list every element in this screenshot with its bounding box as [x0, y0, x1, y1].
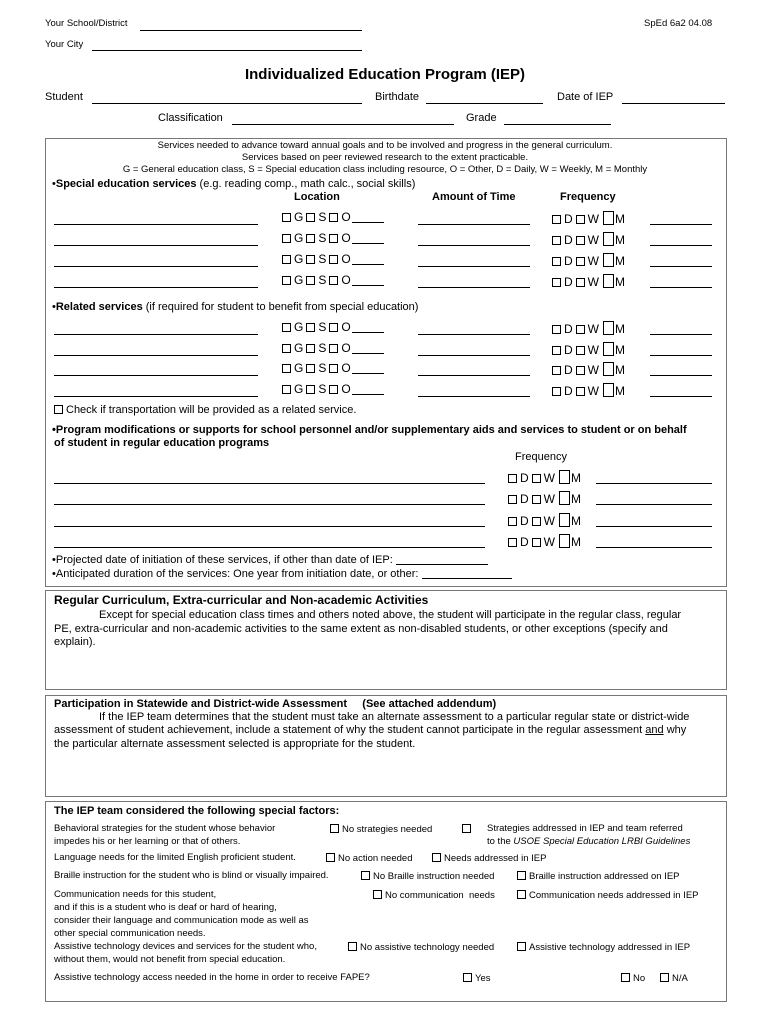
checkbox[interactable] — [348, 942, 357, 951]
option-label: M — [615, 233, 625, 247]
language-label: Language needs for the limited English proficient student. — [54, 852, 296, 863]
option-label: W — [587, 275, 599, 289]
option-label: Needs addressed in IEP — [444, 853, 547, 864]
special-amount-field[interactable] — [418, 287, 530, 288]
behavior-line-1: Behavioral strategies for the student whose behavior — [54, 823, 276, 834]
location-other-field[interactable] — [352, 222, 384, 223]
option-label: D — [564, 212, 573, 226]
date-of-iep-field[interactable] — [622, 103, 725, 104]
related-frequency-field[interactable] — [650, 334, 712, 335]
language-no-action[interactable] — [326, 853, 412, 865]
option-label: G — [294, 320, 304, 334]
option-label: M — [571, 514, 581, 528]
checkbox[interactable] — [54, 405, 63, 414]
checkbox[interactable] — [621, 973, 630, 982]
related-service-field[interactable] — [54, 355, 258, 356]
program-heading-2: of student in regular education programs — [54, 437, 270, 449]
checkbox[interactable] — [361, 871, 370, 880]
checkbox-w[interactable] — [576, 346, 585, 355]
option-label: Assistive technology addressed in IEP — [529, 942, 691, 953]
checkbox-o[interactable] — [329, 344, 338, 353]
city-label: Your City — [45, 39, 84, 50]
checkbox-w[interactable] — [576, 366, 585, 375]
at-addressed[interactable] — [517, 942, 690, 954]
related-amount-field[interactable] — [418, 355, 530, 356]
birthdate-field[interactable] — [426, 103, 543, 104]
form-code: SpEd 6a2 04.08 — [644, 18, 713, 29]
checkbox-d[interactable] — [552, 366, 561, 375]
factors-title: The IEP team considered the following special factors: — [54, 805, 340, 817]
option-label: S — [318, 273, 327, 287]
comm-line-2: and if this is a student who is deaf or hard of hearing, — [54, 902, 277, 913]
option-label: D — [520, 492, 529, 506]
services-intro-1: Services needed to advance toward annual goals and to be involved and progress in the general curriculum. — [157, 140, 613, 151]
braille-addressed[interactable] — [517, 871, 680, 883]
checkbox-g[interactable] — [282, 255, 291, 264]
program-frequency-field[interactable] — [596, 483, 712, 484]
frequency-options — [508, 491, 584, 507]
option-label: N/A — [672, 973, 688, 984]
checkbox-o[interactable] — [329, 276, 338, 285]
option-label: D — [564, 384, 573, 398]
comm-line-1: Communication needs for this student, — [54, 889, 217, 900]
checkbox-d[interactable] — [508, 517, 517, 526]
assessment-and: and — [645, 724, 664, 736]
related-amount-field[interactable] — [418, 375, 530, 376]
option-label: D — [520, 535, 529, 549]
related-service-field[interactable] — [54, 396, 258, 397]
related-heading: •Related services (if required for student to benefit from special education) — [52, 301, 419, 313]
checkbox-w[interactable] — [532, 538, 541, 547]
program-support-field[interactable] — [54, 547, 485, 548]
related-heading-rest: (if required for student to benefit from special education) — [142, 301, 419, 313]
home-yes[interactable] — [463, 973, 491, 985]
checkbox-m[interactable] — [603, 232, 614, 246]
at-not-needed[interactable] — [348, 942, 494, 954]
option-label: W — [587, 233, 599, 247]
col-location: Location — [294, 191, 340, 203]
checkbox-m[interactable] — [603, 211, 614, 225]
location-options — [282, 211, 384, 225]
transport-label: Check if transportation will be provided as a related service. — [66, 404, 357, 416]
special-ed-heading-rest: (e.g. reading comp., math calc., social skills) — [196, 178, 416, 190]
checkbox-d[interactable] — [552, 236, 561, 245]
checkbox-w[interactable] — [532, 517, 541, 526]
location-options — [282, 253, 384, 267]
option-label: W — [587, 212, 599, 226]
checkbox[interactable] — [373, 890, 382, 899]
option-label: Communication needs addressed in IEP — [529, 890, 699, 901]
comm-no-needs[interactable] — [373, 890, 495, 902]
assessment-line-1: If the IEP team determines that the student must take an alternate assessment to a particular regular state or district-wide — [99, 711, 690, 723]
program-heading: •Program modifications or supports for school personnel and/or supplementary aids and services to student or on behalf — [52, 424, 687, 436]
regular-line-3: explain). — [54, 636, 96, 648]
services-legend: G = General education class, S = Special education class including resource, O = Other, D = Daily, W = Weekly, M = Monthly — [122, 164, 648, 175]
checkbox[interactable] — [330, 824, 339, 833]
at-line-1: Assistive technology devices and services for the student who, — [54, 941, 317, 952]
checkbox-m[interactable] — [603, 383, 614, 397]
frequency-options — [552, 211, 628, 227]
special-frequency-field[interactable] — [650, 224, 712, 225]
behavior-line-2: impedes his or her learning or that of others. — [54, 836, 241, 847]
option-label: M — [571, 492, 581, 506]
option-label: Yes — [475, 973, 491, 984]
page-title: Individualized Education Program (IEP) — [244, 66, 526, 83]
related-service-field[interactable] — [54, 375, 258, 376]
option-label: S — [318, 252, 327, 266]
checkbox-m[interactable] — [559, 513, 570, 527]
option-label: M — [615, 212, 625, 226]
program-frequency-label: Frequency — [515, 451, 567, 463]
checkbox-s[interactable] — [306, 276, 315, 285]
location-other-field[interactable] — [352, 332, 384, 333]
special-service-field[interactable] — [54, 287, 258, 288]
location-other-field[interactable] — [352, 394, 384, 395]
program-support-field[interactable] — [54, 504, 485, 505]
checkbox-g[interactable] — [282, 234, 291, 243]
checkbox-w[interactable] — [576, 257, 585, 266]
checkbox[interactable] — [517, 871, 526, 880]
option-label: G — [294, 231, 304, 245]
anticipated-duration: •Anticipated duration of the services: One year from initiation date, or other: — [52, 568, 512, 581]
option-label: M — [615, 363, 625, 377]
braille-label: Braille instruction for the student who is blind or visually impaired. — [54, 870, 329, 881]
location-other-field[interactable] — [352, 264, 384, 265]
assessment-line-2a: assessment of student achievement, include a statement of why the student cannot participate in the regular assessment — [54, 724, 646, 736]
checkbox-d[interactable] — [552, 278, 561, 287]
checkbox[interactable] — [517, 890, 526, 899]
checkbox-m[interactable] — [603, 342, 614, 356]
option-label: D — [520, 471, 529, 485]
checkbox-w[interactable] — [576, 236, 585, 245]
option-label: D — [564, 363, 573, 377]
behavior-strategies-line-2 — [487, 837, 690, 848]
location-options — [282, 362, 384, 376]
checkbox-o[interactable] — [329, 323, 338, 332]
checkbox-d[interactable] — [552, 346, 561, 355]
checkbox[interactable] — [660, 973, 669, 982]
checkbox[interactable] — [517, 942, 526, 951]
projected-label: Projected date of initiation of these services, if other than date of IEP: — [55, 554, 393, 566]
option-label: W — [587, 343, 599, 357]
option-label: G — [294, 382, 304, 396]
regular-line-1: Except for special education class times and others noted above, the student will participate in the regular class, regular — [99, 609, 682, 621]
projected-field[interactable] — [396, 564, 488, 565]
col-amount: Amount of Time — [432, 191, 516, 203]
option-label: O — [341, 361, 351, 375]
checkbox-m[interactable] — [559, 470, 570, 484]
program-support-field[interactable] — [54, 526, 485, 527]
braille-no-instruction[interactable] — [361, 871, 494, 883]
program-heading-text: Program modifications or supports for school personnel and/or supplementary aids and services to student or on behalf — [55, 424, 687, 436]
special-service-field[interactable] — [54, 224, 258, 225]
checkbox-o[interactable] — [329, 255, 338, 264]
checkbox-w[interactable] — [532, 495, 541, 504]
option-label: W — [543, 535, 555, 549]
checkbox[interactable] — [462, 824, 471, 833]
special-ed-heading-bold: Special education services — [55, 178, 197, 190]
option-label: G — [294, 210, 304, 224]
student-field[interactable] — [92, 103, 362, 104]
option-label: S — [318, 231, 327, 245]
option-label: G — [294, 252, 304, 266]
checkbox-o[interactable] — [329, 234, 338, 243]
checkbox-m[interactable] — [603, 253, 614, 267]
option-label: D — [564, 233, 573, 247]
location-options — [282, 321, 384, 335]
related-frequency-field[interactable] — [650, 396, 712, 397]
program-frequency-field[interactable] — [596, 526, 712, 527]
option-label: G — [294, 361, 304, 375]
option-label: W — [587, 384, 599, 398]
checkbox[interactable] — [432, 853, 441, 862]
checkbox-g[interactable] — [282, 323, 291, 332]
behavior-strategies-line-1: Strategies addressed in IEP and team referred — [487, 823, 683, 834]
option-label: M — [571, 471, 581, 485]
option-label: D — [564, 275, 573, 289]
checkbox-g[interactable] — [282, 344, 291, 353]
grade-field[interactable] — [504, 124, 611, 125]
city-field[interactable] — [92, 50, 362, 51]
option-label: O — [341, 320, 351, 334]
frequency-options — [552, 253, 628, 269]
option-label: No Braille instruction needed — [373, 871, 495, 882]
option-label: M — [615, 275, 625, 289]
checkbox-m[interactable] — [603, 362, 614, 376]
assessment-line-2b: why — [663, 724, 687, 736]
classification-field[interactable] — [232, 124, 454, 125]
checkbox-m[interactable] — [603, 321, 614, 335]
option-label: O — [341, 231, 351, 245]
option-label: M — [615, 322, 625, 336]
checkbox[interactable] — [463, 973, 472, 982]
checkbox-g[interactable] — [282, 364, 291, 373]
option-label: W — [543, 471, 555, 485]
option-label: D — [520, 514, 529, 528]
special-service-field[interactable] — [54, 245, 258, 246]
frequency-options — [552, 362, 628, 378]
special-amount-field[interactable] — [418, 245, 530, 246]
location-options — [282, 383, 384, 397]
anticipated-field[interactable] — [422, 578, 512, 579]
behavior-strategies-checkbox[interactable] — [462, 824, 474, 836]
school-label: Your School/District — [45, 18, 128, 29]
option-label: S — [318, 320, 327, 334]
classification-label: Classification — [158, 112, 223, 124]
language-addressed[interactable] — [432, 853, 546, 865]
assessment-line-2 — [54, 724, 686, 737]
checkbox-d[interactable] — [552, 257, 561, 266]
checkbox-w[interactable] — [532, 474, 541, 483]
program-support-field[interactable] — [54, 483, 485, 484]
checkbox-w[interactable] — [576, 387, 585, 396]
regular-line-2: PE, extra-curricular and non-academic activities to the same extent as non-disabled students, or other exceptions (specify and — [54, 623, 668, 635]
option-label: to the — [487, 836, 514, 847]
checkbox-d[interactable] — [508, 538, 517, 547]
option-label: O — [341, 382, 351, 396]
program-frequency-field[interactable] — [596, 504, 712, 505]
anticipated-label: Anticipated duration of the services: One year from initiation date, or other: — [55, 568, 419, 580]
frequency-options — [552, 232, 628, 248]
checkbox-o[interactable] — [329, 385, 338, 394]
related-heading-bold: Related services — [55, 301, 143, 313]
option-label: W — [587, 322, 599, 336]
checkbox-d[interactable] — [552, 215, 561, 224]
checkbox-d[interactable] — [508, 495, 517, 504]
checkbox-w[interactable] — [576, 215, 585, 224]
option-label: G — [294, 341, 304, 355]
lrbi-guidelines: USOE Special Education LRBI Guidelines — [513, 836, 691, 847]
home-no[interactable] — [621, 973, 645, 985]
assessment-line-3: the particular alternate assessment selected is appropriate for the student. — [54, 738, 416, 750]
related-amount-field[interactable] — [418, 334, 530, 335]
transport-check[interactable] — [54, 404, 356, 417]
program-frequency-field[interactable] — [596, 547, 712, 548]
option-label: S — [318, 341, 327, 355]
location-other-field[interactable] — [352, 353, 384, 354]
related-frequency-field[interactable] — [650, 355, 712, 356]
birthdate-label: Birthdate — [375, 91, 420, 103]
checkbox-s[interactable] — [306, 234, 315, 243]
checkbox-m[interactable] — [559, 534, 570, 548]
checkbox[interactable] — [326, 853, 335, 862]
option-label: W — [543, 514, 555, 528]
frequency-options — [508, 470, 584, 486]
option-label: W — [587, 254, 599, 268]
student-label: Student — [45, 91, 83, 103]
frequency-options — [552, 321, 628, 337]
location-options — [282, 232, 384, 246]
option-label: D — [564, 254, 573, 268]
special-frequency-field[interactable] — [650, 245, 712, 246]
location-other-field[interactable] — [352, 243, 384, 244]
checkbox-s[interactable] — [306, 385, 315, 394]
special-frequency-field[interactable] — [650, 287, 712, 288]
location-options — [282, 342, 384, 356]
checkbox-o[interactable] — [329, 213, 338, 222]
checkbox-w[interactable] — [576, 278, 585, 287]
frequency-options — [508, 534, 584, 550]
services-intro-2: Services based on peer reviewed research to the extent practicable. — [241, 152, 529, 163]
frequency-options — [552, 274, 628, 290]
special-ed-heading: •Special education services (e.g. reading comp., math calc., social skills) — [52, 178, 416, 190]
checkbox-m[interactable] — [559, 491, 570, 505]
checkbox-d[interactable] — [508, 474, 517, 483]
option-label: M — [571, 535, 581, 549]
location-other-field[interactable] — [352, 285, 384, 286]
option-label: M — [615, 343, 625, 357]
option-label: D — [564, 322, 573, 336]
option-label: No action needed — [338, 853, 413, 864]
option-label: S — [318, 382, 327, 396]
comm-addressed[interactable] — [517, 890, 699, 902]
frequency-options — [552, 383, 628, 399]
option-label: D — [564, 343, 573, 357]
option-label: M — [615, 254, 625, 268]
checkbox-s[interactable] — [306, 323, 315, 332]
home-na[interactable] — [660, 973, 688, 985]
projected-date: •Projected date of initiation of these services, if other than date of IEP: — [52, 554, 488, 567]
related-service-field[interactable] — [54, 334, 258, 335]
checkbox-s[interactable] — [306, 213, 315, 222]
option-label: O — [341, 252, 351, 266]
location-options — [282, 274, 384, 288]
option-label: M — [615, 384, 625, 398]
frequency-options — [552, 342, 628, 358]
option-label: O — [341, 341, 351, 355]
option-label: S — [318, 361, 327, 375]
checkbox-g[interactable] — [282, 213, 291, 222]
related-amount-field[interactable] — [418, 396, 530, 397]
checkbox-m[interactable] — [603, 274, 614, 288]
special-amount-field[interactable] — [418, 224, 530, 225]
school-field[interactable] — [140, 30, 362, 31]
option-label: O — [341, 210, 351, 224]
special-amount-field[interactable] — [418, 266, 530, 267]
option-label: W — [587, 363, 599, 377]
comm-line-4: other special communication needs. — [54, 928, 206, 939]
option-label: Braille instruction addressed on IEP — [529, 871, 680, 882]
checkbox-w[interactable] — [576, 325, 585, 334]
option-label: No strategies needed — [342, 824, 433, 835]
date-of-iep-label: Date of IEP — [557, 91, 614, 103]
comm-line-3: consider their language and communication mode as well as — [54, 915, 309, 926]
option-label: G — [294, 273, 304, 287]
option-label: No communication needs — [385, 890, 495, 901]
behavior-no-strategies[interactable] — [330, 824, 432, 836]
regular-title: Regular Curriculum, Extra-curricular and Non-academic Activities — [54, 593, 429, 607]
option-label: S — [318, 210, 327, 224]
checkbox-g[interactable] — [282, 385, 291, 394]
checkbox-d[interactable] — [552, 387, 561, 396]
checkbox-s[interactable] — [306, 364, 315, 373]
col-frequency: Frequency — [560, 191, 616, 203]
option-label: W — [543, 492, 555, 506]
location-other-field[interactable] — [352, 373, 384, 374]
at-line-2: without them, would not benefit from special education. — [54, 954, 286, 965]
home-access-label: Assistive technology access needed in the home in order to receive FAPE? — [54, 972, 370, 983]
related-frequency-field[interactable] — [650, 375, 712, 376]
option-label: No — [633, 973, 646, 984]
special-frequency-field[interactable] — [650, 266, 712, 267]
option-label: O — [341, 273, 351, 287]
checkbox-g[interactable] — [282, 276, 291, 285]
checkbox-o[interactable] — [329, 364, 338, 373]
grade-label: Grade — [466, 112, 497, 124]
assessment-title: Participation in Statewide and District-wide Assessment (See attached addendum) — [54, 698, 497, 710]
special-service-field[interactable] — [54, 266, 258, 267]
frequency-options — [508, 513, 584, 529]
checkbox-s[interactable] — [306, 344, 315, 353]
option-label: No assistive technology needed — [360, 942, 495, 953]
checkbox-d[interactable] — [552, 325, 561, 334]
checkbox-s[interactable] — [306, 255, 315, 264]
